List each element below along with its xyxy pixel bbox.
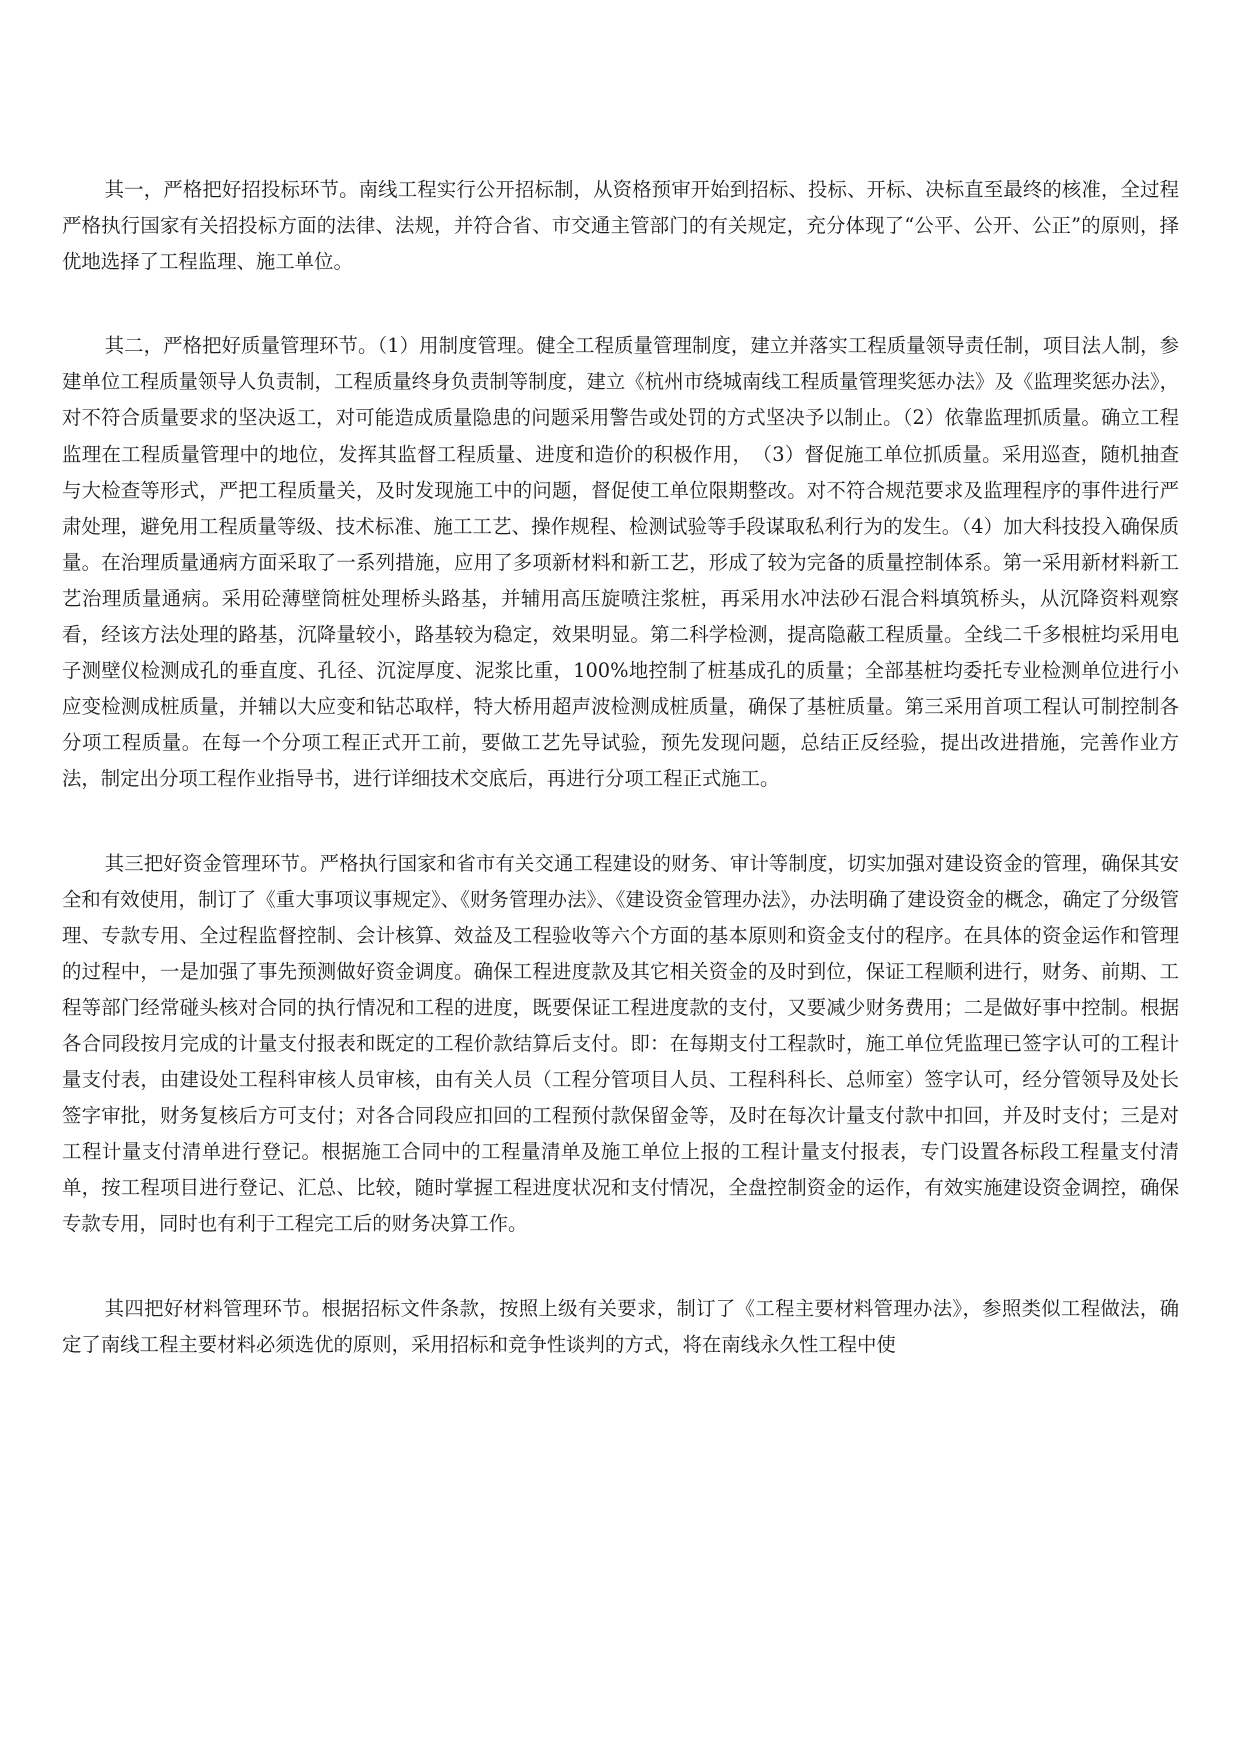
paragraph-fund-management: 其三把好资金管理环节。严格执行国家和省市有关交通工程建设的财务、审计等制度，切实加强对建设资金的管理，确保其安全和有效使用，制订了《重大事项议事规定》、《财务管理办法》、《建设资金管理办法》，办法明确了建设资金的概念，确定了分级管理、专款专用、全过程监督控制、会计核算、效益及工程验收等六个方面的基本原则和资金支付的程序。在具体的资金运作和管理的过程中，一是加强了事先预测做好资金调度。确保工程进度款及其它相关资金的及时到位，保证工程顺利进行，财务、前期、工程等部门经常碰头核对合同的执行情况和工程的进度，既要保证工程进度款的支付，又要减少财务费用；二是做好事中控制。根据各合同段按月完成的计量支付报表和既定的工程价款结算后支付。即：在每期支付工程款时，施工单位凭监理已签字认可的工程计量支付表，由建设处工程科审核人员审核，由有关人员（工程分管项目人员、工程科科长、总师室）签字认可，经分管领导及处长签字审批，财务复核后方可支付；对各合同段应扣回的工程预付款保留金等，及时在每次计量支付款中扣回，并及时支付；三是对工程计量支付清单进行登记。根据施工合同中的工程量清单及施工单位上报的工程计量支付报表，专门设置各标段工程量支付清单，按工程项目进行登记、汇总、比较，随时掌握工程进度状况和支付情况，全盘控制资金的运作，有效实施建设资金调控，确保专款专用，同时也有利于工程完工后的财务决算工作。 (62, 851, 1179, 1236)
paragraph-tendering: 其一，严格把好招投标环节。南线工程实行公开招标制，从资格预审开始到招标、投标、开标、决标直至最终的核准，全过程严格执行国家有关招投标方面的法律、法规，并符合省、市交通主管部门的有关规定，充分体现了“公平、公开、公正”的原则，择优地选择了工程监理、施工单位。 (62, 178, 1179, 274)
paragraph-material-management: 其四把好材料管理环节。根据招标文件条款，按照上级有关要求，制订了《工程主要材料管理办法》，参照类似工程做法，确定了南线工程主要材料必须选优的原则，采用招标和竞争性谈判的方式，将在南线永久性工程中使 (62, 1296, 1179, 1356)
paragraph-quality-management: 其二，严格把好质量管理环节。（1）用制度管理。健全工程质量管理制度，建立并落实工程质量领导责任制，项目法人制，参建单位工程质量领导人负责制，工程质量终身负责制等制度，建立《杭州市绕城南线工程质量管理奖惩办法》及《监理奖惩办法》，对不符合质量要求的坚决返工，对可能造成质量隐患的问题采用警告或处罚的方式坚决予以制止。（2）依靠监理抓质量。确立工程监理在工程质量管理中的地位，发挥其监督工程质量、进度和造价的积极作用， （3）督促施工单位抓质量。采用巡查，随机抽查与大检查等形式，严把工程质量关，及时发现施工中的问题，督促使工单位限期整改。对不符合规范要求及监理程序的事件进行严肃处理，避免用工程质量等级、技术标准、施工工艺、操作规程、检测试验等手段谋取私利行为的发生。（4）加大科技投入确保质量。在治理质量通病方面采取了一系列措施，应用了多项新材料和新工艺，形成了较为完备的质量控制体系。第一采用新材料新工艺治理质量通病。采用砼薄壁筒桩处理桥头路基，并辅用高压旋喷注浆桩，再采用水冲法砂石混合料填筑桥头，从沉降资料观察看，经该方法处理的路基，沉降量较小，路基较为稳定，效果明显。第二科学检测，提高隐蔽工程质量。全线二千多根桩均采用电子测壁仪检测成孔的垂直度、孔径、沉淀厚度、泥浆比重，100%地控制了桩基成孔的质量；全部基桩均委托专业检测单位进行小应变检测成桩质量，并辅以大应变和钻芯取样，特大桥用超声波检测成桩质量，确保了基桩质量。第三采用首项工程认可制控制各分项工程质量。在每一个分项工程正式开工前，要做工艺先导试验，预先发现问题，总结正反经验，提出改进措施，完善作业方法，制定出分项工程作业指导书，进行详细技术交底后，再进行分项工程正式施工。 (62, 334, 1179, 791)
document-body (62, 172, 1179, 1363)
